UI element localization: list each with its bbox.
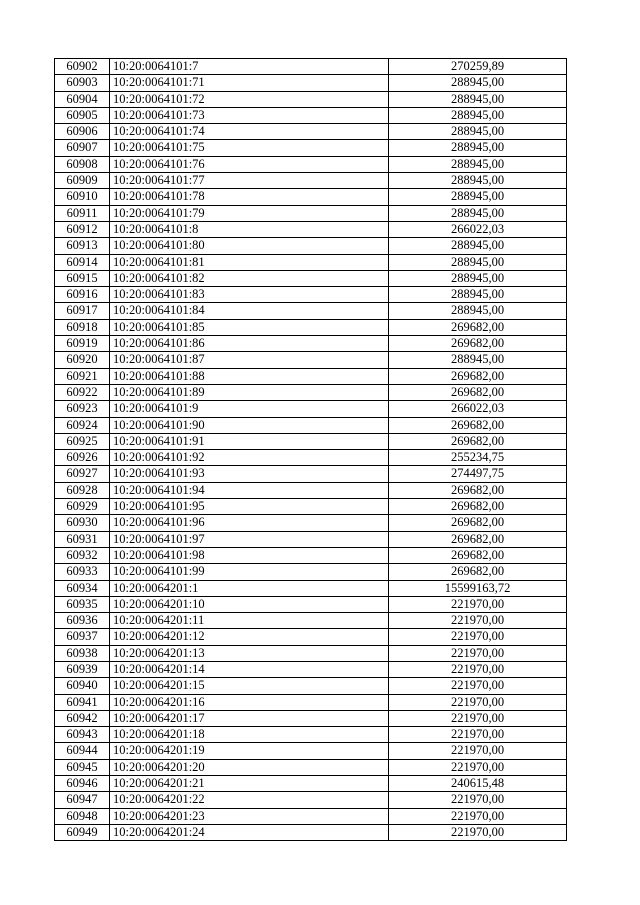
value-cell: 288945,00 — [389, 352, 567, 368]
value-cell: 274497,75 — [389, 466, 567, 482]
value-cell: 288945,00 — [389, 189, 567, 205]
row-number-cell: 60910 — [55, 189, 110, 205]
row-number-cell: 60914 — [55, 254, 110, 270]
table-row — [55, 107, 567, 123]
cadastral-number-cell: 10:20:0064101:99 — [110, 564, 389, 580]
table-row — [55, 91, 567, 107]
table-row — [55, 515, 567, 531]
cadastral-number-cell: 10:20:0064201:11 — [110, 613, 389, 629]
row-number-cell: 60940 — [55, 678, 110, 694]
row-number-cell: 60933 — [55, 564, 110, 580]
row-number-cell: 60949 — [55, 824, 110, 840]
row-number-cell: 60921 — [55, 368, 110, 384]
cadastral-number-cell: 10:20:0064101:73 — [110, 107, 389, 123]
table-row — [55, 319, 567, 335]
row-number-cell: 60936 — [55, 613, 110, 629]
table-row — [55, 792, 567, 808]
value-cell: 288945,00 — [389, 238, 567, 254]
row-number-cell: 60903 — [55, 75, 110, 91]
value-cell: 270259,89 — [389, 59, 567, 75]
table-row — [55, 417, 567, 433]
value-cell: 269682,00 — [389, 319, 567, 335]
value-cell: 269682,00 — [389, 531, 567, 547]
table-row — [55, 221, 567, 237]
cadastral-number-cell: 10:20:0064201:24 — [110, 824, 389, 840]
table-row — [55, 270, 567, 286]
table-row — [55, 124, 567, 140]
value-cell: 221970,00 — [389, 645, 567, 661]
value-cell: 221970,00 — [389, 759, 567, 775]
row-number-cell: 60935 — [55, 596, 110, 612]
table-row — [55, 694, 567, 710]
value-cell: 266022,03 — [389, 221, 567, 237]
cadastral-number-cell: 10:20:0064201:12 — [110, 629, 389, 645]
cadastral-number-cell: 10:20:0064101:8 — [110, 221, 389, 237]
value-cell: 288945,00 — [389, 254, 567, 270]
row-number-cell: 60942 — [55, 710, 110, 726]
row-number-cell: 60909 — [55, 173, 110, 189]
row-number-cell: 60911 — [55, 205, 110, 221]
cadastral-number-cell: 10:20:0064101:84 — [110, 303, 389, 319]
value-cell: 269682,00 — [389, 564, 567, 580]
table-row — [55, 580, 567, 596]
value-cell: 288945,00 — [389, 91, 567, 107]
row-number-cell: 60943 — [55, 727, 110, 743]
value-cell: 288945,00 — [389, 140, 567, 156]
table-row — [55, 189, 567, 205]
cadastral-number-cell: 10:20:0064201:10 — [110, 596, 389, 612]
table-body — [55, 59, 567, 841]
cadastral-number-cell: 10:20:0064101:80 — [110, 238, 389, 254]
table-row — [55, 384, 567, 400]
value-cell: 288945,00 — [389, 124, 567, 140]
table-row — [55, 401, 567, 417]
cadastral-number-cell: 10:20:0064101:98 — [110, 547, 389, 563]
value-cell: 288945,00 — [389, 173, 567, 189]
cadastral-number-cell: 10:20:0064101:9 — [110, 401, 389, 417]
table-row — [55, 743, 567, 759]
cadastral-number-cell: 10:20:0064101:85 — [110, 319, 389, 335]
table-row — [55, 450, 567, 466]
value-cell: 240615,48 — [389, 776, 567, 792]
cadastral-number-cell: 10:20:0064101:7 — [110, 59, 389, 75]
row-number-cell: 60905 — [55, 107, 110, 123]
cadastral-number-cell: 10:20:0064101:92 — [110, 450, 389, 466]
cadastral-number-cell: 10:20:0064201:21 — [110, 776, 389, 792]
table-row — [55, 678, 567, 694]
cadastral-number-cell: 10:20:0064201:23 — [110, 808, 389, 824]
value-cell: 266022,03 — [389, 401, 567, 417]
value-cell: 269682,00 — [389, 368, 567, 384]
value-cell: 221970,00 — [389, 743, 567, 759]
row-number-cell: 60937 — [55, 629, 110, 645]
row-number-cell: 60919 — [55, 336, 110, 352]
value-cell: 221970,00 — [389, 596, 567, 612]
value-cell: 221970,00 — [389, 710, 567, 726]
cadastral-number-cell: 10:20:0064101:89 — [110, 384, 389, 400]
cadastral-number-cell: 10:20:0064101:93 — [110, 466, 389, 482]
table-row — [55, 466, 567, 482]
row-number-cell: 60913 — [55, 238, 110, 254]
row-number-cell: 60945 — [55, 759, 110, 775]
cadastral-number-cell: 10:20:0064101:76 — [110, 156, 389, 172]
row-number-cell: 60941 — [55, 694, 110, 710]
row-number-cell: 60918 — [55, 319, 110, 335]
cadastral-number-cell: 10:20:0064201:14 — [110, 661, 389, 677]
table-row — [55, 205, 567, 221]
table-row — [55, 352, 567, 368]
cadastral-number-cell: 10:20:0064201:20 — [110, 759, 389, 775]
value-cell: 269682,00 — [389, 433, 567, 449]
value-cell: 288945,00 — [389, 205, 567, 221]
cadastral-number-cell: 10:20:0064101:77 — [110, 173, 389, 189]
cadastral-number-cell: 10:20:0064201:13 — [110, 645, 389, 661]
table-row — [55, 596, 567, 612]
row-number-cell: 60946 — [55, 776, 110, 792]
row-number-cell: 60927 — [55, 466, 110, 482]
table-row — [55, 336, 567, 352]
cadastral-number-cell: 10:20:0064201:19 — [110, 743, 389, 759]
table-row — [55, 482, 567, 498]
table-row — [55, 254, 567, 270]
cadastral-number-cell: 10:20:0064101:94 — [110, 482, 389, 498]
cadastral-number-cell: 10:20:0064101:71 — [110, 75, 389, 91]
cadastral-number-cell: 10:20:0064101:88 — [110, 368, 389, 384]
row-number-cell: 60932 — [55, 547, 110, 563]
cadastral-number-cell: 10:20:0064101:78 — [110, 189, 389, 205]
table-row — [55, 564, 567, 580]
cadastral-number-cell: 10:20:0064101:90 — [110, 417, 389, 433]
table-row — [55, 173, 567, 189]
cadastral-number-cell: 10:20:0064201:22 — [110, 792, 389, 808]
table-row — [55, 645, 567, 661]
value-cell: 221970,00 — [389, 613, 567, 629]
value-cell: 221970,00 — [389, 824, 567, 840]
table-row — [55, 824, 567, 840]
cadastral-number-cell: 10:20:0064201:16 — [110, 694, 389, 710]
value-cell: 269682,00 — [389, 547, 567, 563]
value-cell: 269682,00 — [389, 482, 567, 498]
row-number-cell: 60923 — [55, 401, 110, 417]
table-row — [55, 727, 567, 743]
row-number-cell: 60917 — [55, 303, 110, 319]
row-number-cell: 60928 — [55, 482, 110, 498]
table-row — [55, 629, 567, 645]
value-cell: 288945,00 — [389, 270, 567, 286]
table-row — [55, 661, 567, 677]
table-row — [55, 808, 567, 824]
row-number-cell: 60930 — [55, 515, 110, 531]
cadastral-number-cell: 10:20:0064101:75 — [110, 140, 389, 156]
table-row — [55, 433, 567, 449]
row-number-cell: 60938 — [55, 645, 110, 661]
cadastral-number-cell: 10:20:0064101:72 — [110, 91, 389, 107]
row-number-cell: 60902 — [55, 59, 110, 75]
table-row — [55, 140, 567, 156]
value-cell: 269682,00 — [389, 417, 567, 433]
cadastral-number-cell: 10:20:0064101:96 — [110, 515, 389, 531]
cadastral-number-cell: 10:20:0064101:83 — [110, 287, 389, 303]
table-row — [55, 75, 567, 91]
cadastral-number-cell: 10:20:0064101:87 — [110, 352, 389, 368]
row-number-cell: 60939 — [55, 661, 110, 677]
table-row — [55, 238, 567, 254]
row-number-cell: 60924 — [55, 417, 110, 433]
table-row — [55, 759, 567, 775]
row-number-cell: 60916 — [55, 287, 110, 303]
value-cell: 221970,00 — [389, 727, 567, 743]
cadastral-number-cell: 10:20:0064201:17 — [110, 710, 389, 726]
value-cell: 221970,00 — [389, 661, 567, 677]
row-number-cell: 60948 — [55, 808, 110, 824]
row-number-cell: 60925 — [55, 433, 110, 449]
row-number-cell: 60944 — [55, 743, 110, 759]
row-number-cell: 60906 — [55, 124, 110, 140]
table-row — [55, 59, 567, 75]
table-row — [55, 710, 567, 726]
cadastral-number-cell: 10:20:0064201:18 — [110, 727, 389, 743]
row-number-cell: 60907 — [55, 140, 110, 156]
value-cell: 288945,00 — [389, 303, 567, 319]
row-number-cell: 60929 — [55, 499, 110, 515]
row-number-cell: 60915 — [55, 270, 110, 286]
value-cell: 15599163,72 — [389, 580, 567, 596]
cadastral-number-cell: 10:20:0064101:79 — [110, 205, 389, 221]
table-row — [55, 531, 567, 547]
value-cell: 288945,00 — [389, 75, 567, 91]
row-number-cell: 60908 — [55, 156, 110, 172]
value-cell: 221970,00 — [389, 629, 567, 645]
cadastral-number-cell: 10:20:0064101:95 — [110, 499, 389, 515]
value-cell: 255234,75 — [389, 450, 567, 466]
cadastral-number-cell: 10:20:0064101:86 — [110, 336, 389, 352]
cadastral-number-cell: 10:20:0064101:74 — [110, 124, 389, 140]
table-row — [55, 547, 567, 563]
value-cell: 269682,00 — [389, 515, 567, 531]
data-table — [54, 58, 567, 841]
cadastral-number-cell: 10:20:0064201:15 — [110, 678, 389, 694]
row-number-cell: 60931 — [55, 531, 110, 547]
cadastral-number-cell: 10:20:0064101:91 — [110, 433, 389, 449]
value-cell: 221970,00 — [389, 808, 567, 824]
value-cell: 269682,00 — [389, 336, 567, 352]
row-number-cell: 60947 — [55, 792, 110, 808]
table-row — [55, 156, 567, 172]
row-number-cell: 60922 — [55, 384, 110, 400]
row-number-cell: 60920 — [55, 352, 110, 368]
row-number-cell: 60912 — [55, 221, 110, 237]
value-cell: 288945,00 — [389, 287, 567, 303]
value-cell: 221970,00 — [389, 694, 567, 710]
value-cell: 269682,00 — [389, 499, 567, 515]
table-row — [55, 287, 567, 303]
value-cell: 221970,00 — [389, 792, 567, 808]
value-cell: 288945,00 — [389, 107, 567, 123]
table-row — [55, 613, 567, 629]
row-number-cell: 60904 — [55, 91, 110, 107]
table-row — [55, 776, 567, 792]
value-cell: 221970,00 — [389, 678, 567, 694]
cadastral-number-cell: 10:20:0064101:81 — [110, 254, 389, 270]
row-number-cell: 60926 — [55, 450, 110, 466]
table-row — [55, 499, 567, 515]
value-cell: 269682,00 — [389, 384, 567, 400]
table-row — [55, 368, 567, 384]
cadastral-number-cell: 10:20:0064201:1 — [110, 580, 389, 596]
cadastral-number-cell: 10:20:0064101:97 — [110, 531, 389, 547]
table-row — [55, 303, 567, 319]
cadastral-number-cell: 10:20:0064101:82 — [110, 270, 389, 286]
value-cell: 288945,00 — [389, 156, 567, 172]
row-number-cell: 60934 — [55, 580, 110, 596]
